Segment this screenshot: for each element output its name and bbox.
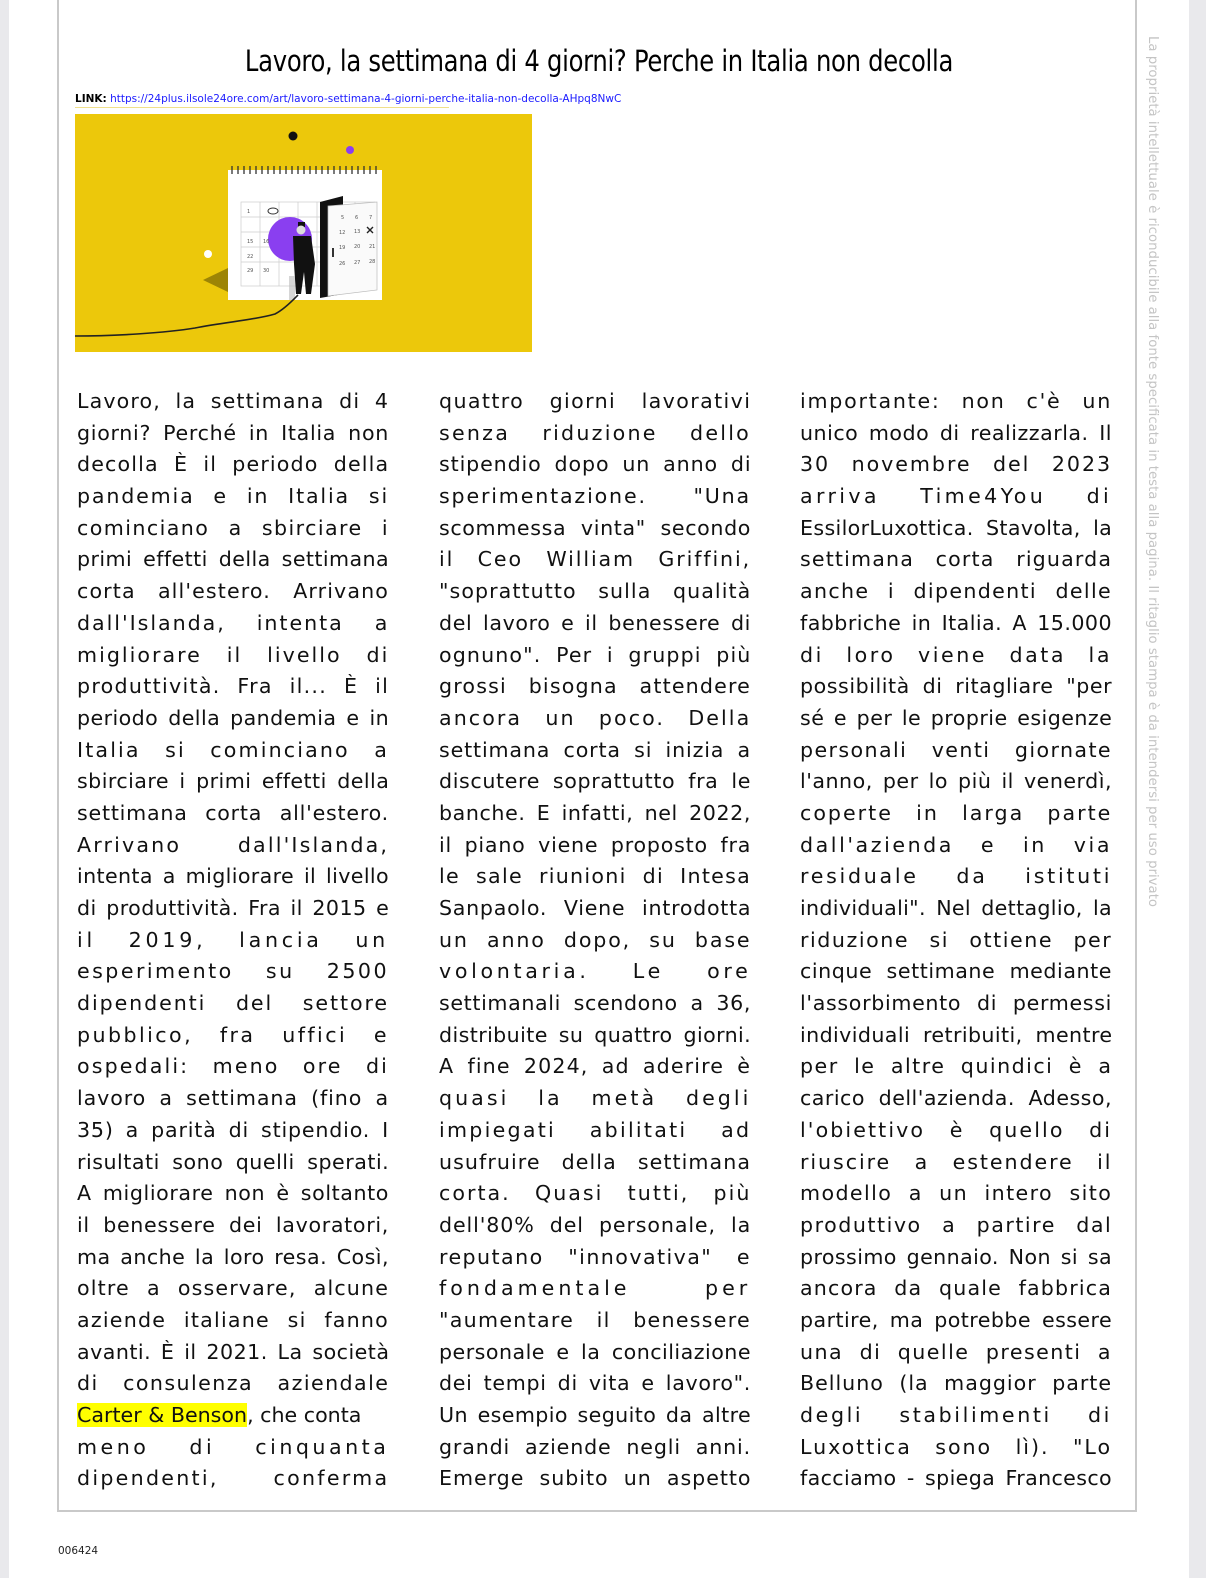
text-line: periodo della pandemia e in: [77, 705, 389, 730]
text-line: grossi bisogna attendere: [439, 674, 751, 699]
text-line-highlighted: [77, 1400, 389, 1432]
text-line: per le altre quindici è a: [800, 1054, 1112, 1079]
article-frame: [57, 0, 1137, 1512]
text-line: facciamo - spiega Francesco: [800, 1466, 1112, 1491]
text-line: oltre a osservare, alcune: [77, 1276, 389, 1301]
text-line: aziende italiane si fanno: [77, 1307, 389, 1332]
text-line: dipendenti, conferma: [77, 1466, 389, 1491]
text-line: meno di cinquanta: [77, 1434, 389, 1459]
text-line: le sale riunioni di Intesa: [439, 864, 751, 889]
text-line: quasi la metà degli: [439, 1086, 751, 1111]
text-line: avanti. È il 2021. La società: [77, 1339, 389, 1364]
text-line: produttivo a partire dal: [800, 1212, 1112, 1237]
text-line: di consulenza aziendale: [77, 1371, 389, 1396]
text-line: modello a un intero sito: [800, 1181, 1112, 1206]
calendar-day: 22: [247, 254, 254, 260]
text-line: arriva Time4You di: [800, 484, 1112, 509]
text-line: fabbriche in Italia. A 15.000: [800, 610, 1112, 635]
text-line: fondamentale per: [439, 1276, 751, 1301]
text-line: una di quelle presenti a: [800, 1339, 1112, 1364]
text-line: il 2019, lancia un: [77, 927, 389, 952]
text-line: anche i dipendenti delle: [800, 579, 1112, 604]
calendar-day: 19: [339, 245, 346, 251]
text-line: ospedali: meno ore di: [77, 1054, 389, 1079]
text-line: 30 novembre del 2023: [800, 452, 1112, 477]
source-link[interactable]: https://24plus.ilsole24ore.com/art/lavoro-settimana-4-giorni-perche-italia-non-decolla-AHpq8NwC: [110, 93, 622, 105]
text-line: il benessere dei lavoratori,: [77, 1212, 389, 1237]
text-line: settimana corta si inizia a: [439, 737, 751, 762]
text-line: A fine 2024, ad aderire è: [439, 1054, 751, 1079]
source-link-line: [75, 93, 621, 105]
text-line: intenta a migliorare il livello: [77, 864, 389, 889]
text-line: ma anche la loro resa. Così,: [77, 1244, 389, 1269]
text-line: produttività. Fra il... È il: [77, 674, 389, 699]
text-line: l'obiettivo è quello di: [800, 1117, 1112, 1142]
text-line: dall'azienda e in via: [800, 832, 1112, 857]
calendar-day: 7: [369, 215, 373, 221]
text-line: un anno dopo, su base: [439, 927, 751, 952]
calendar-day: 29: [247, 268, 254, 274]
text-line: importante: non c'è un: [800, 389, 1112, 413]
text-line: dell'80% del personale, la: [439, 1212, 751, 1237]
text-line: cominciano a sbirciare i: [77, 515, 389, 540]
text-line: individuali retribuiti, mentre: [800, 1022, 1112, 1047]
calendar-day: 5: [341, 215, 345, 221]
calendar-day: 12: [339, 230, 346, 236]
text-line: il piano viene proposto fra: [439, 832, 751, 857]
text-line: l'anno, per lo più il venerdì,: [800, 769, 1112, 794]
text-line: settimana corta riguarda: [800, 547, 1112, 572]
text-line: esperimento su 2500: [77, 959, 389, 984]
article-column-2: [439, 386, 751, 1495]
text-line: quattro giorni lavorativi: [439, 389, 751, 413]
text-line: degli stabilimenti di: [800, 1403, 1112, 1427]
text-line: 35) a parità di stipendio. I: [77, 1117, 389, 1142]
text-fragment: , che conta: [247, 1403, 362, 1427]
highlighted-company-name: Carter & Benson: [77, 1403, 248, 1427]
text-line: del lavoro e il benessere di: [439, 610, 751, 635]
text-line: primi effetti della settimana: [77, 547, 389, 572]
document-page: [9, 0, 1189, 1578]
text-line: sbirciare i primi effetti della: [77, 769, 389, 794]
text-line: corta. Quasi tutti, più: [439, 1181, 751, 1206]
text-line: discutere soprattutto fra le: [439, 769, 751, 794]
link-label: LINK:: [75, 93, 107, 105]
text-line: dipendenti del settore: [77, 991, 389, 1016]
text-line: giorni? Perché in Italia non: [77, 420, 389, 445]
text-line: possibilità di ritagliare "per: [800, 674, 1112, 699]
calendar-day: 6: [355, 215, 359, 221]
text-line: dei tempi di vita e lavoro".: [439, 1371, 751, 1396]
text-line: il Ceo William Griffini,: [439, 547, 751, 572]
text-line: corta all'estero. Arrivano: [77, 579, 389, 604]
text-line: EssilorLuxottica. Stavolta, la: [800, 515, 1112, 540]
text-line: decolla È il periodo della: [77, 452, 389, 477]
text-line: scommessa vinta" secondo: [439, 515, 751, 540]
text-line: pandemia e in Italia si: [77, 484, 389, 509]
text-line: residuale da istituti: [800, 864, 1112, 889]
text-line: Un esempio seguito da altre: [439, 1403, 751, 1427]
text-line: lavoro a settimana (fino a: [77, 1086, 389, 1111]
text-line: sé e per le proprie esigenze: [800, 705, 1112, 730]
text-line: unico modo di realizzarla. Il: [800, 420, 1112, 445]
text-line: Italia si cominciano a: [77, 737, 389, 762]
text-line: Belluno (la maggior parte: [800, 1371, 1112, 1396]
text-line: settimana corta all'estero.: [77, 800, 389, 825]
calendar-day: 28: [369, 259, 376, 265]
text-line: ognuno". Per i gruppi più: [439, 642, 751, 667]
text-line: di produttività. Fra il 2015 e: [77, 896, 389, 920]
text-line: prossimo gennaio. Non si sa: [800, 1244, 1112, 1269]
calendar-door-illustration-icon: [75, 114, 532, 352]
copyright-watermark: La proprietà intellettuale è riconducibile alla fonte specificata in testa alla pagina. Il ritaglio stampa è da intendersi per uso privato: [1145, 36, 1160, 908]
calendar-day: 16: [263, 239, 270, 245]
calendar-day: 27: [354, 260, 361, 266]
text-line: cinque settimane mediante: [800, 959, 1112, 984]
text-line: grandi aziende negli anni.: [439, 1434, 751, 1459]
link-underline: [75, 107, 449, 108]
text-line: usufruire della settimana: [439, 1149, 751, 1174]
text-line: di loro viene data la: [800, 642, 1112, 667]
calendar-day: 13: [354, 229, 361, 235]
text-line: stipendio dopo un anno di: [439, 452, 751, 477]
text-line: senza riduzione dello: [439, 420, 751, 445]
text-line: pubblico, fra uffici e: [77, 1022, 389, 1047]
text-line: personali venti giornate: [800, 737, 1112, 762]
text-line: carico dell'azienda. Adesso,: [800, 1086, 1112, 1111]
text-line: l'assorbimento di permessi: [800, 991, 1112, 1016]
text-line: ancora da quale fabbrica: [800, 1276, 1112, 1301]
text-line: personale e la conciliazione: [439, 1339, 751, 1364]
text-line: distribuite su quattro giorni.: [439, 1022, 751, 1047]
article-column-3: [800, 386, 1112, 1495]
text-line: volontaria. Le ore: [439, 959, 751, 984]
text-line: "soprattutto sulla qualità: [439, 579, 751, 604]
text-line: impiegati abilitati ad: [439, 1117, 751, 1142]
text-line: ancora un poco. Della: [439, 705, 751, 730]
text-line: risultati sono quelli sperati.: [77, 1149, 389, 1174]
article-title: Lavoro, la settimana di 4 giorni? Perche in Italia non decolla: [244, 44, 954, 78]
text-line: riduzione si ottiene per: [800, 927, 1112, 952]
calendar-day: 1: [247, 209, 251, 215]
calendar-day: 21: [369, 244, 376, 250]
page-code: 006424: [58, 1545, 99, 1557]
calendar-day: 26: [339, 261, 346, 267]
article-column-1: [77, 386, 389, 1495]
text-line: Luxottica sono lì). "Lo: [800, 1434, 1112, 1459]
text-line: Emerge subito un aspetto: [439, 1466, 751, 1491]
text-line: A migliorare non è soltanto: [77, 1181, 389, 1206]
calendar-day: 20: [354, 244, 361, 250]
text-line: "aumentare il benessere: [439, 1307, 751, 1332]
text-line: settimanali scendono a 36,: [439, 991, 751, 1016]
text-line: Lavoro, la settimana di 4: [77, 389, 389, 413]
calendar-day: 30: [263, 268, 270, 274]
text-line: reputano "innovativa" e: [439, 1244, 751, 1269]
text-line: partire, ma potrebbe essere: [800, 1307, 1112, 1332]
text-line: Arrivano dall'Islanda,: [77, 832, 389, 857]
text-line: riuscire a estendere il: [800, 1149, 1112, 1174]
text-line: sperimentazione. "Una: [439, 484, 751, 509]
text-line: coperte in larga parte: [800, 800, 1112, 825]
text-line: Sanpaolo. Viene introdotta: [439, 896, 751, 920]
text-line: migliorare il livello di: [77, 642, 389, 667]
text-line: dall'Islanda, intenta a: [77, 610, 389, 635]
text-line: individuali". Nel dettaglio, la: [800, 896, 1112, 920]
calendar-day: 15: [247, 239, 254, 245]
text-line: banche. E infatti, nel 2022,: [439, 800, 751, 825]
article-image: [75, 114, 532, 352]
